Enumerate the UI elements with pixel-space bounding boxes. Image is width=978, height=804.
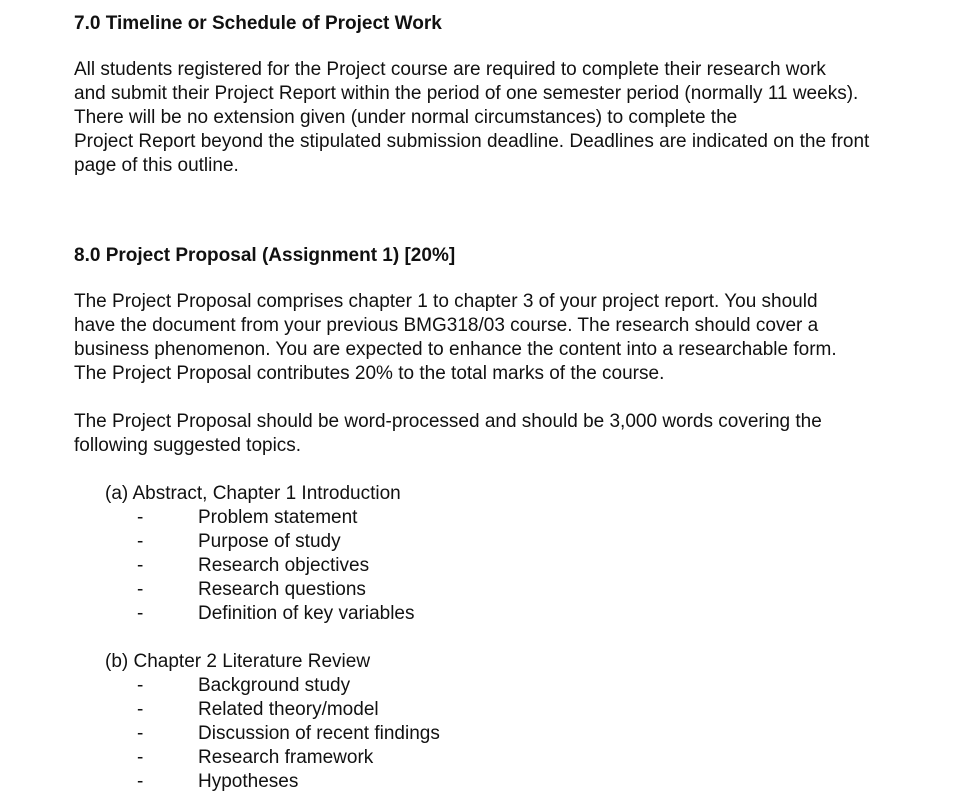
list-a-title: (a) Abstract, Chapter 1 Introduction [105,483,401,504]
paragraph-line: All students registered for the Project course are required to complete their research work [74,59,826,80]
dash-bullet: - [137,531,144,552]
dash-bullet: - [137,771,144,792]
paragraph-line: have the document from your previous BMG318/03 course. The research should cover a [74,315,819,336]
list-item-text: Research framework [198,747,374,768]
dash-bullet: - [137,603,144,624]
list-item-text: Hypotheses [198,771,299,792]
dash-bullet: - [137,507,144,528]
paragraph-line: The Project Proposal contributes 20% to the total marks of the course. [74,363,665,384]
paragraph-line: business phenomenon. You are expected to enhance the content into a researchable form. [74,339,837,360]
list-item-text: Problem statement [198,507,358,528]
list-item-text: Discussion of recent findings [198,723,440,744]
list-item-text: Related theory/model [198,699,379,720]
dash-bullet: - [137,579,144,600]
section-8-heading: 8.0 Project Proposal (Assignment 1) [20%] [74,245,456,266]
list-item [105,674,954,698]
list-item-text: Definition of key variables [198,603,415,624]
list-item-text: Background study [198,675,351,696]
dash-bullet: - [137,723,144,744]
section-8-paragraph-2 [74,410,954,458]
topic-list-a [105,482,954,626]
list-item-text: Research objectives [198,555,370,576]
dash-bullet: - [137,747,144,768]
list-item [105,770,954,794]
list-item [105,698,954,722]
list-item [105,602,954,626]
topic-list-b [105,650,954,794]
list-item [105,554,954,578]
section-8-paragraph-1 [74,290,954,386]
section-7-heading: 7.0 Timeline or Schedule of Project Work [74,13,442,34]
list-item [105,506,954,530]
paragraph-line: The Project Proposal should be word-processed and should be 3,000 words covering the [74,411,822,432]
list-b-title: (b) Chapter 2 Literature Review [105,651,371,672]
list-a-items [105,506,954,626]
paragraph-line: and submit their Project Report within the period of one semester period (normally 11 weeks). [74,83,859,104]
paragraph-line: following suggested topics. [74,435,302,456]
list-item [105,578,954,602]
document-page [74,10,954,794]
list-item [105,530,954,554]
paragraph-line: page of this outline. [74,155,239,176]
list-item [105,722,954,746]
section-7-paragraph [74,58,954,178]
list-b-items [105,674,954,794]
paragraph-line: The Project Proposal comprises chapter 1 to chapter 3 of your project report. You should [74,291,818,312]
dash-bullet: - [137,699,144,720]
dash-bullet: - [137,555,144,576]
dash-bullet: - [137,675,144,696]
paragraph-line: There will be no extension given (under normal circumstances) to complete the [74,107,738,128]
paragraph-line: Project Report beyond the stipulated submission deadline. Deadlines are indicated on the front [74,131,870,152]
list-item [105,746,954,770]
list-item-text: Research questions [198,579,366,600]
list-item-text: Purpose of study [198,531,341,552]
